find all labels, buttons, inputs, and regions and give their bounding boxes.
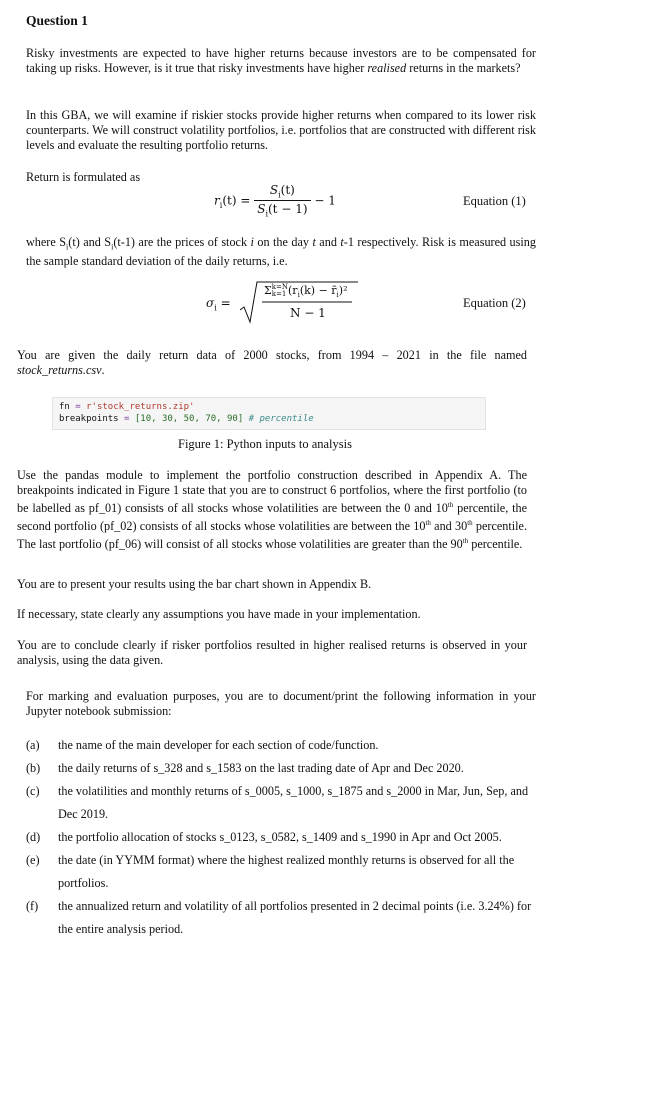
eq2-denominator: N − 1 <box>290 306 326 320</box>
where-c-em: i <box>250 235 254 249</box>
where-e-em: t <box>340 235 344 249</box>
eq2-num-body: (r <box>288 284 298 297</box>
where-paragraph <box>26 235 536 269</box>
list-item-label: (a) <box>26 738 40 752</box>
where-b: (t) and S <box>68 235 112 249</box>
pandas-b: percentile, the second portfolio (pf_02) consists of all stocks whose volatilities are between the 10 <box>17 501 527 534</box>
list-item-text: the daily returns of s_328 and s_1583 on the last trading date of Apr and Dec 2020. <box>58 761 464 775</box>
eq1-num-arg: (t) <box>280 183 295 197</box>
where-b-sub: i <box>111 242 114 252</box>
eq2-num-body-sub: i <box>297 291 300 300</box>
pandas-paragraph <box>17 468 527 552</box>
eq2-num-sup: k=N <box>271 283 289 291</box>
question-title: Question 1 <box>26 13 88 28</box>
list-item-text: the volatilities and monthly returns of s_0005, s_1000, s_1875 and s_2000 in Mar, Jun, Sep, and Dec 2019. <box>58 784 529 821</box>
code-str: r'stock_returns.zip' <box>86 402 195 412</box>
where-d-em: t <box>312 235 316 249</box>
eq2-num-body-sub2: i <box>336 291 339 300</box>
eq1-lhs-arg: (t) = <box>222 193 251 208</box>
list-item-label: (b) <box>26 761 41 775</box>
data-para-a: You are given the daily return data of 2000 stocks, from 1994 – 2021 in the file named <box>17 348 527 362</box>
eq1-fraction <box>254 183 310 219</box>
code-op-2: = <box>118 414 135 424</box>
pandas-d: percentile. The last portfolio (pf_06) will consist of all stocks whose volatilities are greater than the 90 <box>17 519 527 552</box>
data-para-b: . <box>101 363 105 377</box>
code-values: [10, 30, 50, 70, 90] <box>134 414 244 424</box>
code-var-fn: fn <box>59 402 70 412</box>
list-item-label: (c) <box>26 784 40 798</box>
equation-2 <box>206 280 366 324</box>
eq1-tail: − 1 <box>314 193 336 208</box>
list-item-text: the date (in YYMM format) where the highest realized monthly returns is observed for all the portfolios. <box>58 853 515 890</box>
equation-1-label: Equation (1) <box>463 194 526 208</box>
equation-2-label: Equation (2) <box>463 296 526 310</box>
code-line-2 <box>59 413 479 425</box>
list-item <box>26 849 546 895</box>
eq1-den-arg: (t − 1) <box>268 202 308 217</box>
eq2-numerator <box>264 284 348 299</box>
eq2-num-body-b: (k) − r̄ <box>299 284 337 297</box>
marking-paragraph: For marking and evaluation purposes, you are to document/print the following information in your Jupyter notebook submission: <box>26 689 536 718</box>
pandas-sup-3: th <box>467 519 473 528</box>
data-para-filename: stock_returns.csv <box>17 363 102 377</box>
where-f: -1 respectively. Risk is measured using the sample standard deviation of the daily returns, i.e. <box>26 235 536 269</box>
list-item-text: the name of the main developer for each section of code/function. <box>58 738 379 752</box>
eq1-den: S <box>257 202 266 217</box>
eq2-num-body-c: )² <box>338 284 348 297</box>
intro-paragraph-2: In this GBA, we will examine if riskier stocks provide higher returns when compared to its lower risk counterparts. We will construct volatility portfolios, i.e. portfolios that are constructed with different risk levels and evaluate the resulting portfolio returns. <box>26 108 536 152</box>
conclude-paragraph: You are to conclude clearly if risker portfolios resulted in higher realised returns is observed in your analysis, using the data given. <box>17 638 527 667</box>
intro-paragraph-3: Return is formulated as <box>26 170 141 184</box>
list-item-text: the annualized return and volatility of all portfolios presented in 2 decimal points (i.e. 3.24%) for the entire analysis period. <box>58 899 532 936</box>
cut-off-text-fragment <box>470 958 540 962</box>
assumptions-paragraph: If necessary, state clearly any assumptions you have made in your implementation. <box>17 607 421 621</box>
where-a-sub: i <box>66 242 69 252</box>
code-comment: # percentile <box>243 414 314 424</box>
figure-1-caption: Figure 1: Python inputs to analysis <box>178 437 352 451</box>
where-e: and <box>315 235 341 249</box>
data-paragraph <box>17 348 527 378</box>
equation-1 <box>214 183 336 219</box>
pandas-a: Use the pandas module to implement the portfolio construction described in Appendix A. The breakpoints indicated in Figure 1 state that you are to construct 6 portfolios, where the first portfolio (to be labelled as pf_01) consists of all stocks whose volatilities are between the 0 and 10 <box>17 468 527 516</box>
code-op-1: = <box>69 402 87 412</box>
eq2-num-sub: k=1 <box>271 290 287 298</box>
pandas-sup-2: th <box>425 519 431 528</box>
deliverables-list <box>26 734 546 941</box>
pandas-sup-1: th <box>447 501 454 509</box>
list-item <box>26 780 546 826</box>
eq2-eq: = <box>220 296 231 310</box>
pandas-e: percentile. <box>468 537 523 552</box>
intro-paragraph-1 <box>26 46 536 76</box>
eq1-den-sub: i <box>265 209 268 219</box>
present-paragraph: You are to present your results using the bar chart shown in Appendix B. <box>17 577 372 591</box>
eq2-lhs-sub: i <box>214 303 217 313</box>
eq2-lhs: σ <box>206 296 215 310</box>
list-item <box>26 895 546 941</box>
eq1-lhs: r <box>214 193 220 208</box>
intro-p1-text-a: Risky investments are expected to have higher returns because investors are to be compensated for taking up risks. However, is it true that risky investments have higher <box>26 46 536 75</box>
where-d: on the day <box>253 235 313 249</box>
intro-p1-emphasis: realised <box>367 61 407 75</box>
where-a: where S <box>26 235 67 249</box>
eq1-num: S <box>269 183 279 197</box>
code-var-breakpoints: breakpoints <box>59 414 119 424</box>
list-item-label: (d) <box>26 830 41 844</box>
list-item <box>26 734 546 757</box>
list-item-label: (f) <box>26 899 39 913</box>
eq1-lhs-sub: i <box>219 200 223 210</box>
pandas-sup-4: th <box>462 537 469 546</box>
code-line-1 <box>59 401 479 413</box>
list-item <box>26 757 546 780</box>
where-c: (t-1) are the prices of stock <box>113 235 251 249</box>
code-block <box>52 397 486 430</box>
list-item-label: (e) <box>26 853 40 867</box>
eq2-num: Σ <box>264 284 272 297</box>
intro-p1-text-b: returns in the markets? <box>406 61 521 75</box>
list-item <box>26 826 546 849</box>
eq1-num-sub: i <box>278 190 281 200</box>
pandas-c: and 30 <box>430 519 468 534</box>
list-item-text: the portfolio allocation of stocks s_0123, s_0582, s_1409 and s_1990 in Apr and Oct 2005. <box>58 830 502 844</box>
